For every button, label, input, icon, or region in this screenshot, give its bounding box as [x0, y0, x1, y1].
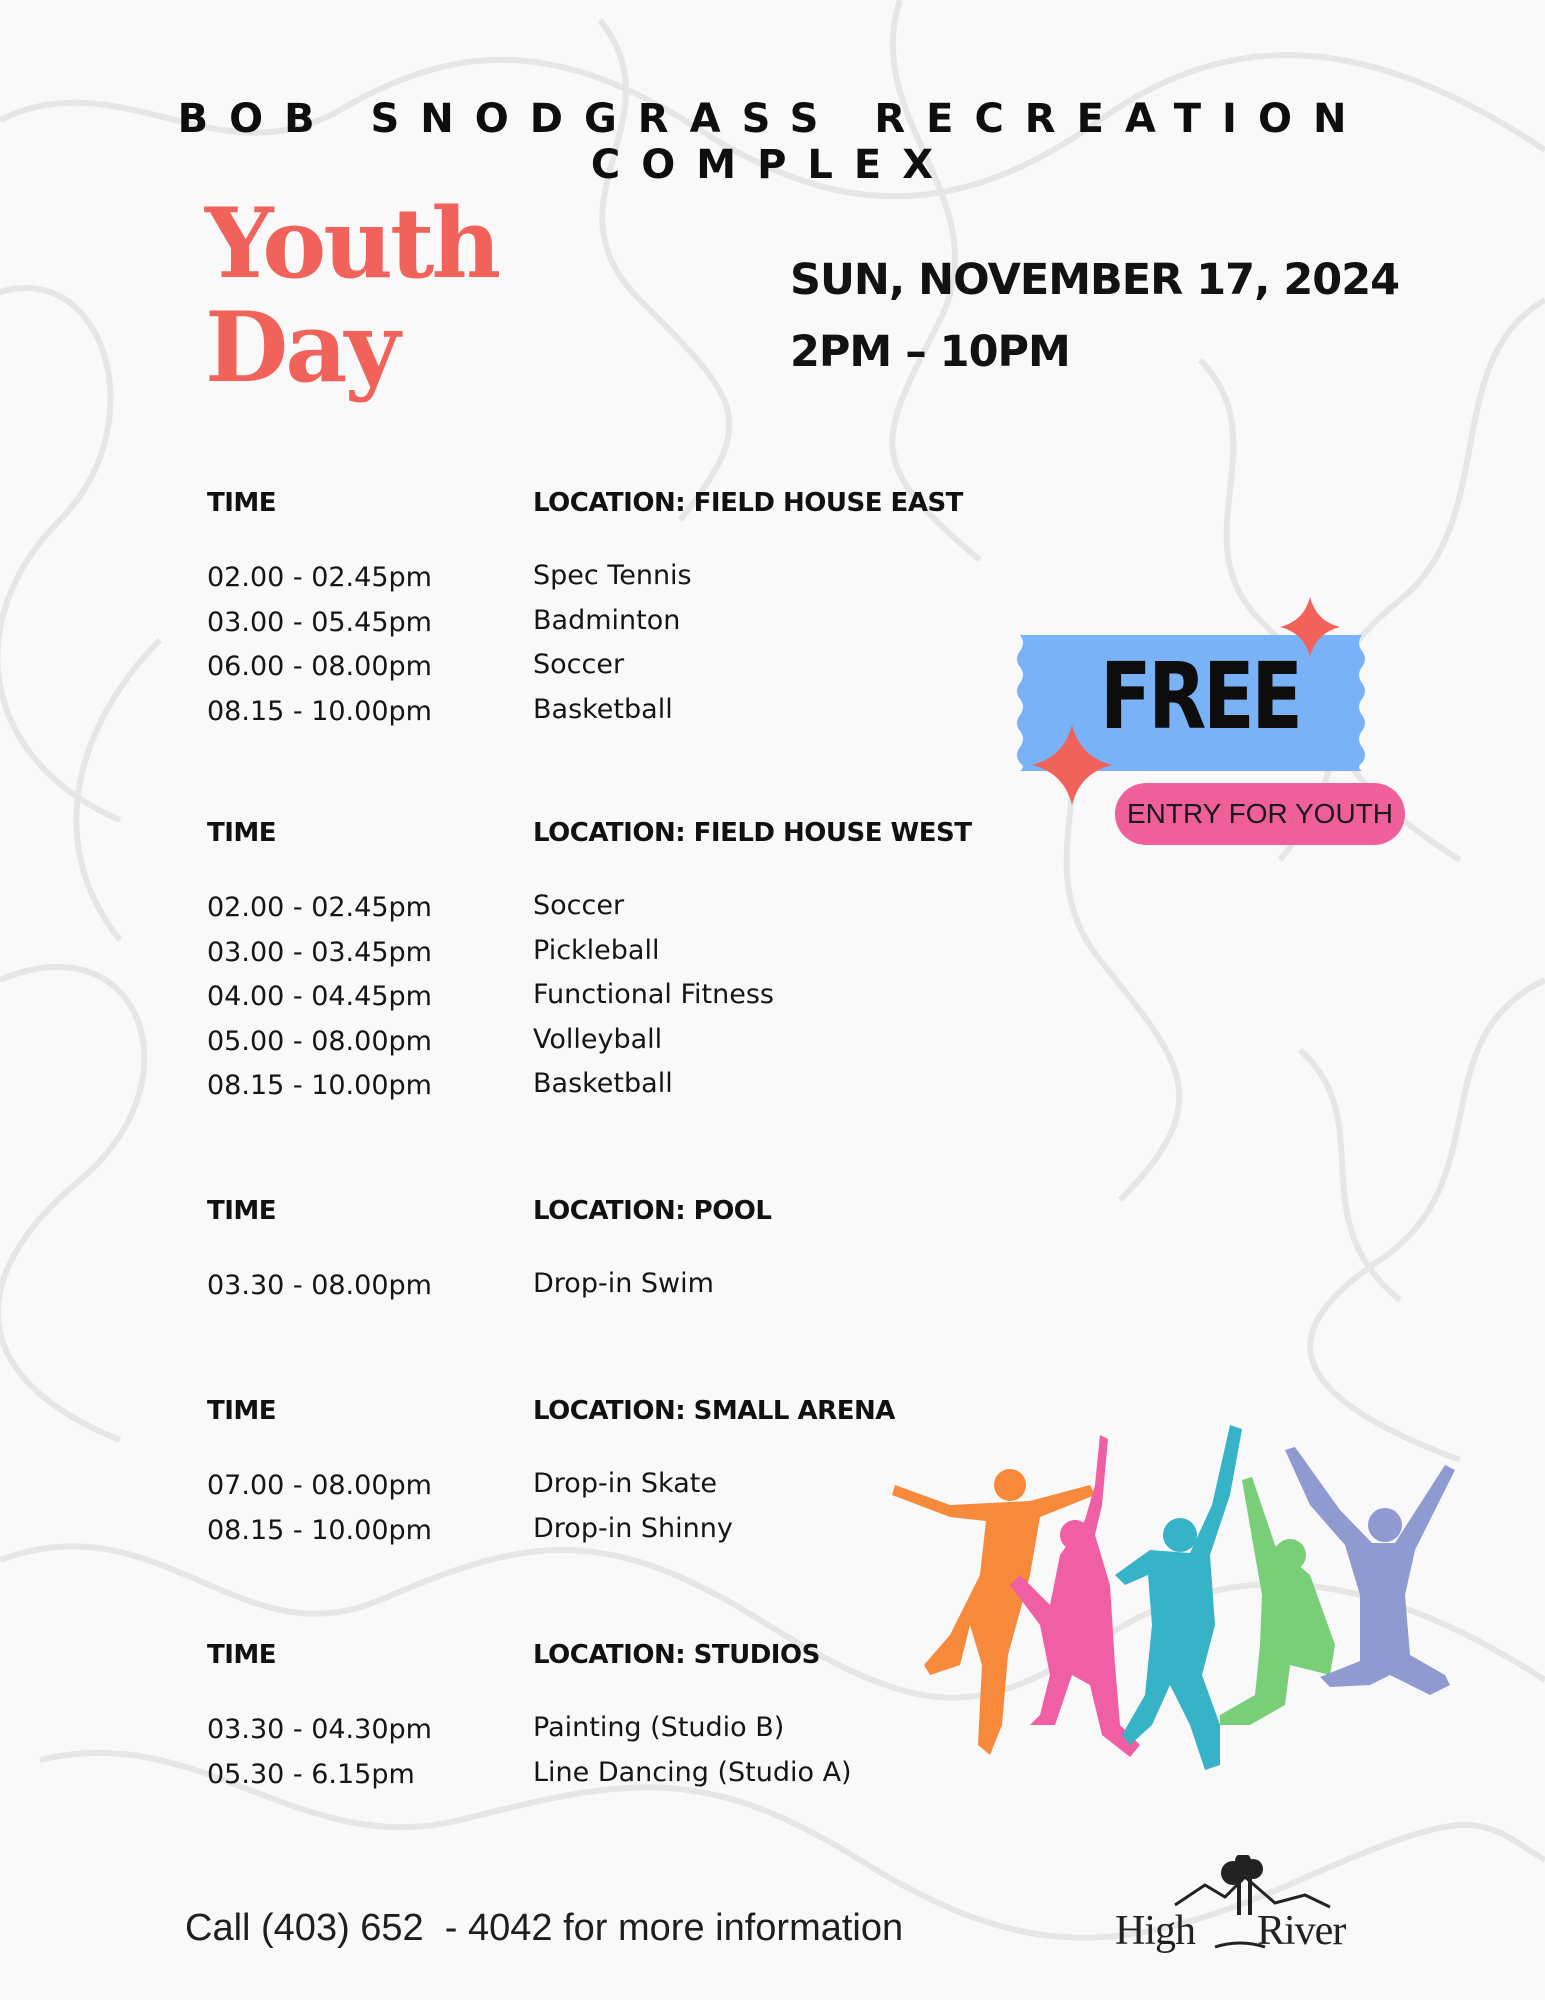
location-header: LOCATION: STUDIOS	[533, 1640, 820, 1670]
row-activity: Painting (Studio B)	[533, 1712, 785, 1743]
row-activity: Basketball	[533, 693, 673, 725]
logo-word-high: High	[1115, 1908, 1195, 1954]
schedule-row	[207, 892, 1007, 937]
row-time: 06.00 - 08.00pm	[207, 651, 432, 682]
schedule-row	[207, 1270, 1007, 1315]
complex-name: BOB SNODGRASS RECREATION COMPLEX	[177, 96, 1368, 188]
section-field-house-west	[207, 818, 1007, 1101]
row-activity: Drop-in Shinny	[533, 1512, 733, 1544]
free-entry-badge	[1010, 595, 1410, 855]
event-hours: 2PM – 10PM	[790, 327, 1070, 377]
location-header: LOCATION: FIELD HOUSE EAST	[533, 488, 963, 518]
free-label: FREE	[1100, 643, 1300, 750]
row-time: 03.30 - 04.30pm	[207, 1714, 432, 1745]
row-activity: Drop-in Swim	[533, 1268, 714, 1299]
section-pool	[207, 1196, 1007, 1301]
schedule-row	[207, 693, 1007, 741]
event-title-line-2: Day	[205, 291, 398, 404]
entry-for-youth-pill: ENTRY FOR YOUTH	[1115, 783, 1405, 845]
row-time: 05.00 - 08.00pm	[207, 1025, 432, 1057]
section-field-house-east	[207, 488, 1007, 727]
row-activity: Functional Fitness	[533, 979, 774, 1010]
row-activity: Pickleball	[533, 934, 660, 966]
row-time: 04.00 - 04.45pm	[207, 981, 432, 1012]
row-time: 03.00 - 03.45pm	[207, 936, 432, 968]
schedule-row	[207, 981, 1007, 1026]
time-header: TIME	[207, 1196, 277, 1226]
location-header: LOCATION: SMALL ARENA	[533, 1396, 895, 1426]
location-header: LOCATION: POOL	[533, 1196, 772, 1226]
schedule-row	[207, 1023, 1007, 1071]
row-activity: Line Dancing (Studio A)	[533, 1756, 852, 1788]
schedule-row	[207, 1714, 1007, 1759]
row-time: 08.15 - 10.00pm	[207, 695, 432, 727]
schedule-row	[207, 562, 1007, 607]
schedule-row	[207, 1470, 1007, 1515]
row-activity: Soccer	[533, 649, 625, 680]
schedule-row	[207, 934, 1007, 982]
schedule-row	[207, 1070, 1007, 1115]
contact-info: Call (403) 652 - 4042 for more information	[185, 1907, 904, 1949]
schedule-row	[207, 1756, 1007, 1804]
row-activity: Badminton	[533, 604, 681, 636]
section-studios	[207, 1640, 1007, 1790]
event-date: SUN, NOVEMBER 17, 2024	[790, 255, 1400, 305]
time-header: TIME	[207, 1396, 277, 1426]
row-time: 08.15 - 10.00pm	[207, 1070, 432, 1101]
row-time: 07.00 - 08.00pm	[207, 1470, 432, 1501]
row-activity: Spec Tennis	[533, 560, 692, 591]
row-activity: Basketball	[533, 1068, 673, 1099]
row-activity: Volleyball	[533, 1023, 663, 1055]
row-activity: Drop-in Skate	[533, 1468, 717, 1499]
schedule-row	[207, 604, 1007, 652]
time-header: TIME	[207, 818, 277, 848]
high-river-logo	[1115, 1855, 1365, 1965]
row-activity: Soccer	[533, 890, 625, 921]
row-time: 03.00 - 05.45pm	[207, 606, 432, 638]
event-title-line-1: Youth	[205, 187, 499, 300]
schedule-row	[207, 651, 1007, 696]
row-time: 02.00 - 02.45pm	[207, 892, 432, 923]
row-time: 03.30 - 08.00pm	[207, 1270, 432, 1301]
row-time: 08.15 - 10.00pm	[207, 1514, 432, 1546]
jumping-youth-illustration	[890, 1425, 1470, 1805]
logo-word-river: River	[1257, 1908, 1346, 1954]
row-time: 05.30 - 6.15pm	[207, 1758, 415, 1790]
row-time: 02.00 - 02.45pm	[207, 562, 432, 593]
schedule-row	[207, 1512, 1007, 1560]
jumper-green-silhouette	[1220, 1477, 1335, 1725]
jumper-pink-silhouette	[1010, 1435, 1140, 1757]
time-header: TIME	[207, 488, 277, 518]
event-title	[205, 187, 545, 404]
section-small-arena	[207, 1396, 1007, 1546]
time-header: TIME	[207, 1640, 277, 1670]
location-header: LOCATION: FIELD HOUSE WEST	[533, 818, 972, 848]
